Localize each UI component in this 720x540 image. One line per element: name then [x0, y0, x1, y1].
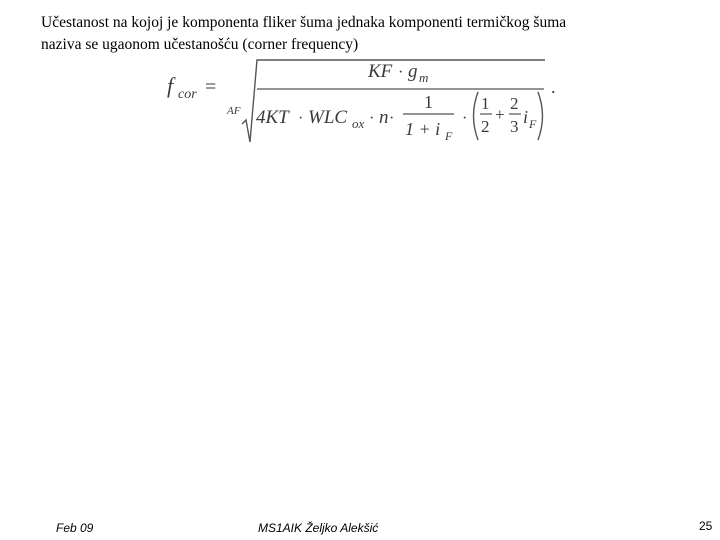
numerator-g-sub: m: [419, 70, 429, 85]
numerator-g: g: [408, 61, 418, 82]
denominator-n: n: [379, 107, 389, 128]
denominator-ox: ox: [352, 116, 365, 131]
root-index: AF: [227, 105, 241, 117]
denominator-wlc: WLC: [308, 107, 348, 128]
denominator-dot-4: ·: [462, 110, 468, 127]
right-paren: [538, 92, 543, 140]
frac1-denominator: 1 + i: [405, 119, 441, 139]
denominator-dot-1: ·: [298, 110, 304, 127]
title-line-1: Učestanost na kojoj je komponenta fliker šuma jednaka komponenti termičkog šuma: [41, 14, 567, 31]
denominator-dot-3: ·: [389, 110, 395, 127]
frac1-numerator: 1: [424, 92, 433, 112]
numerator-dot: ·: [398, 64, 404, 81]
slide-title: [41, 12, 701, 56]
title-line-2: naziva se ugaonom učestanošću (corner frequency): [41, 36, 359, 53]
footer-course-author: MS1AIK Željko Alekšić: [258, 521, 379, 535]
formula-lhs: f: [167, 73, 174, 98]
page-number: 25: [699, 519, 713, 533]
third-denominator: 3: [510, 117, 519, 136]
numerator-kf: KF: [368, 61, 393, 82]
i-f: i: [523, 107, 529, 127]
half-denominator: 2: [481, 117, 490, 136]
third-numerator: 2: [510, 94, 519, 113]
formula-end-dot: .: [551, 77, 556, 97]
plus-sign: +: [495, 105, 505, 124]
frac1-denominator-sub: F: [445, 129, 453, 143]
denominator-dot-2: ·: [369, 110, 375, 127]
formula-svg: [160, 52, 570, 148]
radical-sign: [242, 60, 545, 142]
corner-frequency-formula: [160, 52, 570, 148]
footer-date: Feb 09: [56, 521, 94, 535]
formula-lhs-sub: cor: [178, 87, 197, 102]
formula-equals: =: [205, 76, 217, 98]
denominator-4kt: 4KT: [256, 107, 289, 128]
i-f-sub: F: [529, 117, 537, 131]
left-paren: [474, 92, 479, 140]
half-numerator: 1: [481, 94, 490, 113]
